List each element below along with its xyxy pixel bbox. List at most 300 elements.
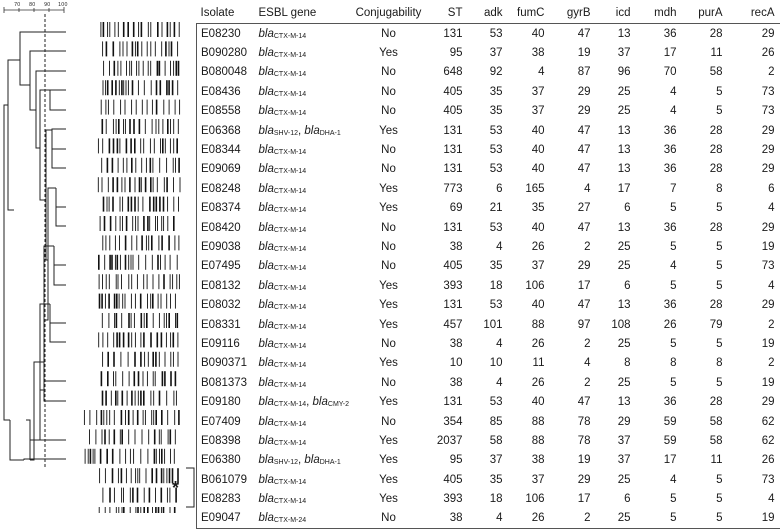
mdh-cell: 36 (637, 121, 683, 140)
mdh-cell: 4 (637, 102, 683, 121)
st-cell: 38 (431, 373, 469, 392)
conj-cell: No (347, 102, 431, 121)
header-isolate: Isolate (197, 2, 255, 24)
pura-cell: 58 (683, 63, 729, 82)
gyrb-cell: 47 (551, 121, 597, 140)
adk-cell: 10 (469, 354, 509, 373)
reca-cell: 26 (729, 451, 780, 470)
table-row (197, 373, 780, 392)
adk-cell: 4 (469, 509, 509, 529)
conj-cell: No (347, 218, 431, 237)
gyrb-cell: 17 (551, 276, 597, 295)
pura-cell: 58 (683, 431, 729, 450)
gene-variant: CTX-M-14 (274, 304, 306, 311)
esbl-gene-cell (255, 295, 347, 314)
gene-prefix: bla (313, 396, 328, 408)
isolate-cell: E08331 (197, 315, 255, 334)
mdh-cell: 36 (637, 140, 683, 159)
fumc-cell: 26 (509, 334, 551, 353)
gene-separator: , (306, 396, 312, 408)
mdh-cell: 5 (637, 373, 683, 392)
pura-cell: 8 (683, 354, 729, 373)
gyrb-cell: 2 (551, 334, 597, 353)
gene-variant: CTX-M-14 (274, 421, 306, 428)
isolate-cell: E08248 (197, 179, 255, 198)
gyrb-cell: 97 (551, 315, 597, 334)
pura-cell: 5 (683, 489, 729, 508)
icd-cell: 13 (597, 160, 637, 179)
gene-variant: DHA-1 (320, 459, 341, 466)
gene-variant: CTX-M-14 (274, 71, 306, 78)
gene-variant: CTX-M-14 (274, 479, 306, 486)
reca-cell: 2 (729, 354, 780, 373)
mdh-cell: 5 (637, 199, 683, 218)
header-gyrb: gyrB (551, 2, 597, 24)
table-row (197, 334, 780, 353)
gyrb-cell: 47 (551, 160, 597, 179)
esbl-gene-cell (255, 451, 347, 470)
gene-separator: , (298, 125, 304, 137)
table-body (197, 24, 780, 529)
table-row (197, 276, 780, 295)
esbl-gene-cell (255, 334, 347, 353)
esbl-gene-cell (255, 315, 347, 334)
isolate-cell: E09069 (197, 160, 255, 179)
reca-cell: 19 (729, 237, 780, 256)
gene-prefix: bla (259, 183, 274, 195)
gene-prefix: bla (259, 474, 274, 486)
reca-cell: 29 (729, 24, 780, 44)
table-row (197, 431, 780, 450)
gene-variant: CTX-M-14 (274, 343, 306, 350)
gyrb-cell: 78 (551, 412, 597, 431)
header-icd: icd (597, 2, 637, 24)
mdh-cell: 36 (637, 24, 683, 44)
reca-cell: 29 (729, 392, 780, 411)
esbl-gene-cell (255, 82, 347, 101)
reca-cell: 29 (729, 218, 780, 237)
adk-cell: 58 (469, 431, 509, 450)
gene-prefix: bla (304, 125, 319, 137)
reca-cell: 73 (729, 82, 780, 101)
st-cell: 131 (431, 160, 469, 179)
pura-cell: 28 (683, 121, 729, 140)
fumc-cell: 37 (509, 257, 551, 276)
gene-separator: , (298, 454, 304, 466)
esbl-gene-cell (255, 63, 347, 82)
isolate-cell: E08558 (197, 102, 255, 121)
fumc-cell: 88 (509, 315, 551, 334)
adk-cell: 53 (469, 160, 509, 179)
adk-cell: 53 (469, 24, 509, 44)
adk-cell: 18 (469, 276, 509, 295)
adk-cell: 4 (469, 237, 509, 256)
adk-cell: 85 (469, 412, 509, 431)
pura-cell: 5 (683, 237, 729, 256)
conj-cell: Yes (347, 451, 431, 470)
table-row (197, 140, 780, 159)
table-row (197, 24, 780, 44)
adk-cell: 53 (469, 392, 509, 411)
gene-variant: CTX-M-14 (274, 324, 306, 331)
mdh-cell: 7 (637, 179, 683, 198)
gyrb-cell: 17 (551, 489, 597, 508)
adk-cell: 35 (469, 257, 509, 276)
isolate-cell: E06380 (197, 451, 255, 470)
adk-cell: 4 (469, 334, 509, 353)
reca-cell: 19 (729, 373, 780, 392)
isolate-cell: E07495 (197, 257, 255, 276)
header-row (197, 2, 780, 24)
mdh-cell: 5 (637, 276, 683, 295)
mdh-cell: 5 (637, 489, 683, 508)
icd-cell: 25 (597, 237, 637, 256)
st-cell: 405 (431, 470, 469, 489)
table-row (197, 392, 780, 411)
fumc-cell: 165 (509, 179, 551, 198)
gyrb-cell: 47 (551, 392, 597, 411)
st-cell: 2037 (431, 431, 469, 450)
fumc-cell: 37 (509, 102, 551, 121)
esbl-gene-cell (255, 373, 347, 392)
mdh-cell: 59 (637, 431, 683, 450)
isolate-cell: E09038 (197, 237, 255, 256)
esbl-gene-cell (255, 392, 347, 411)
gene-prefix: bla (259, 357, 274, 369)
gene-variant: DHA-1 (320, 130, 341, 137)
esbl-gene-cell (255, 509, 347, 529)
icd-cell: 37 (597, 43, 637, 62)
svg-text:70: 70 (14, 2, 20, 8)
table-row (197, 489, 780, 508)
esbl-gene-cell (255, 276, 347, 295)
conj-cell: Yes (347, 354, 431, 373)
gene-variant: CTX-M-14 (274, 149, 306, 156)
st-cell: 131 (431, 140, 469, 159)
isolate-cell: E09047 (197, 509, 255, 529)
gene-prefix: bla (259, 260, 274, 272)
pura-cell: 28 (683, 392, 729, 411)
isolate-cell: E08398 (197, 431, 255, 450)
esbl-gene-cell (255, 199, 347, 218)
gene-variant: CTX-M-14 (274, 498, 306, 505)
gene-prefix: bla (259, 280, 274, 292)
table-row (197, 43, 780, 62)
header-fumc: fumC (509, 2, 551, 24)
pfge-band-patterns (84, 22, 180, 513)
fumc-cell: 26 (509, 373, 551, 392)
st-cell: 95 (431, 43, 469, 62)
conj-cell: No (347, 63, 431, 82)
gyrb-cell: 19 (551, 43, 597, 62)
adk-cell: 53 (469, 140, 509, 159)
pura-cell: 5 (683, 334, 729, 353)
icd-cell: 13 (597, 140, 637, 159)
gene-variant: CTX-M-24 (274, 517, 306, 524)
isolate-cell: E09180 (197, 392, 255, 411)
table-row (197, 102, 780, 121)
isolate-cell: E09116 (197, 334, 255, 353)
gene-prefix: bla (259, 299, 274, 311)
pura-cell: 5 (683, 470, 729, 489)
isolate-cell: E08420 (197, 218, 255, 237)
adk-cell: 53 (469, 295, 509, 314)
pura-cell: 5 (683, 373, 729, 392)
gene-variant: CTX-M-14 (274, 52, 306, 59)
reca-cell: 73 (729, 257, 780, 276)
table-row (197, 121, 780, 140)
st-cell: 38 (431, 334, 469, 353)
conj-cell: Yes (347, 43, 431, 62)
table-row (197, 295, 780, 314)
reca-cell: 62 (729, 412, 780, 431)
st-cell: 38 (431, 237, 469, 256)
conj-cell: Yes (347, 315, 431, 334)
isolate-cell: E06368 (197, 121, 255, 140)
gyrb-cell: 2 (551, 237, 597, 256)
mdh-cell: 36 (637, 160, 683, 179)
gene-prefix: bla (304, 454, 319, 466)
fumc-cell: 88 (509, 412, 551, 431)
icd-cell: 13 (597, 295, 637, 314)
reca-cell: 29 (729, 160, 780, 179)
st-cell: 131 (431, 295, 469, 314)
table-row (197, 354, 780, 373)
conj-cell: No (347, 160, 431, 179)
gene-prefix: bla (259, 454, 274, 466)
conj-cell: Yes (347, 276, 431, 295)
gene-prefix: bla (259, 416, 274, 428)
icd-cell: 17 (597, 179, 637, 198)
gyrb-cell: 87 (551, 63, 597, 82)
pura-cell: 28 (683, 24, 729, 44)
pura-cell: 11 (683, 43, 729, 62)
conj-cell: No (347, 509, 431, 529)
gene-prefix: bla (259, 105, 274, 117)
conj-cell: No (347, 24, 431, 44)
conj-cell: No (347, 412, 431, 431)
header-pura: purA (683, 2, 729, 24)
reca-cell: 4 (729, 489, 780, 508)
icd-cell: 29 (597, 412, 637, 431)
mdh-cell: 36 (637, 218, 683, 237)
gyrb-cell: 47 (551, 24, 597, 44)
icd-cell: 96 (597, 63, 637, 82)
st-cell: 131 (431, 121, 469, 140)
conj-cell: Yes (347, 392, 431, 411)
pura-cell: 28 (683, 218, 729, 237)
esbl-gene-cell (255, 354, 347, 373)
reca-cell: 29 (729, 140, 780, 159)
fumc-cell: 4 (509, 63, 551, 82)
adk-cell: 35 (469, 102, 509, 121)
icd-cell: 25 (597, 373, 637, 392)
mdh-cell: 70 (637, 63, 683, 82)
pura-cell: 5 (683, 257, 729, 276)
table-row (197, 257, 780, 276)
gyrb-cell: 29 (551, 102, 597, 121)
adk-cell: 101 (469, 315, 509, 334)
pura-cell: 5 (683, 82, 729, 101)
conj-cell: Yes (347, 295, 431, 314)
conj-cell: No (347, 140, 431, 159)
esbl-gene-cell (255, 102, 347, 121)
mdh-cell: 4 (637, 257, 683, 276)
table-row (197, 509, 780, 529)
fumc-cell: 88 (509, 431, 551, 450)
gene-variant: CTX-M-14 (274, 227, 306, 234)
fumc-cell: 37 (509, 470, 551, 489)
fumc-cell: 26 (509, 509, 551, 529)
icd-cell: 37 (597, 431, 637, 450)
icd-cell: 25 (597, 334, 637, 353)
st-cell: 393 (431, 276, 469, 295)
icd-cell: 6 (597, 276, 637, 295)
gene-prefix: bla (259, 319, 274, 331)
isolate-cell: E08283 (197, 489, 255, 508)
esbl-gene-cell (255, 179, 347, 198)
icd-cell: 6 (597, 489, 637, 508)
table-row (197, 160, 780, 179)
mdh-cell: 26 (637, 315, 683, 334)
table-row (197, 470, 780, 489)
gene-variant: CTX-M-14 (274, 265, 306, 272)
gyrb-cell: 47 (551, 218, 597, 237)
table-row (197, 237, 780, 256)
fumc-cell: 40 (509, 160, 551, 179)
conj-cell: Yes (347, 199, 431, 218)
gene-prefix: bla (259, 163, 274, 175)
gene-variant: CTX-M-14 (274, 91, 306, 98)
mdh-cell: 36 (637, 295, 683, 314)
mdh-cell: 5 (637, 334, 683, 353)
conj-cell: No (347, 334, 431, 353)
st-cell: 131 (431, 392, 469, 411)
header-esbl-gene: ESBL gene (255, 2, 347, 24)
conj-cell: Yes (347, 489, 431, 508)
icd-cell: 13 (597, 392, 637, 411)
svg-text:100: 100 (58, 2, 68, 8)
esbl-gene-cell (255, 160, 347, 179)
reca-cell: 73 (729, 102, 780, 121)
fumc-cell: 40 (509, 24, 551, 44)
reca-cell: 29 (729, 295, 780, 314)
icd-cell: 25 (597, 470, 637, 489)
mlst-table (196, 2, 780, 529)
header-st: ST (431, 2, 469, 24)
gene-prefix: bla (259, 47, 274, 59)
isolate-cell: E08132 (197, 276, 255, 295)
st-cell: 405 (431, 257, 469, 276)
isolate-cell: B061079 (197, 470, 255, 489)
gyrb-cell: 4 (551, 179, 597, 198)
dendrogram-tree (4, 32, 66, 460)
gene-prefix: bla (259, 241, 274, 253)
header-conjugability: Conjugability (347, 2, 431, 24)
gyrb-cell: 78 (551, 431, 597, 450)
gene-variant: CMY-2 (328, 401, 349, 408)
svg-text:90: 90 (44, 2, 50, 8)
fumc-cell: 38 (509, 451, 551, 470)
conj-cell: No (347, 257, 431, 276)
st-cell: 95 (431, 451, 469, 470)
mdh-cell: 17 (637, 451, 683, 470)
conj-cell: Yes (347, 470, 431, 489)
reca-cell: 73 (729, 470, 780, 489)
pura-cell: 11 (683, 451, 729, 470)
adk-cell: 37 (469, 43, 509, 62)
header-adk: adk (469, 2, 509, 24)
isolate-cell: B090371 (197, 354, 255, 373)
fumc-cell: 38 (509, 43, 551, 62)
reca-cell: 4 (729, 276, 780, 295)
adk-cell: 6 (469, 179, 509, 198)
mdh-cell: 59 (637, 412, 683, 431)
gene-prefix: bla (259, 222, 274, 234)
gene-variant: CTX-M-14 (274, 382, 306, 389)
pura-cell: 28 (683, 295, 729, 314)
gene-variant: CTX-M-14 (274, 440, 306, 447)
fumc-cell: 40 (509, 140, 551, 159)
st-cell: 38 (431, 509, 469, 529)
st-cell: 10 (431, 354, 469, 373)
st-cell: 354 (431, 412, 469, 431)
icd-cell: 6 (597, 199, 637, 218)
icd-cell: 8 (597, 354, 637, 373)
icd-cell: 25 (597, 82, 637, 101)
pfge-dendrogram (0, 0, 196, 513)
gene-prefix: bla (259, 377, 274, 389)
esbl-gene-cell (255, 470, 347, 489)
mdh-cell: 36 (637, 392, 683, 411)
fumc-cell: 40 (509, 121, 551, 140)
gene-prefix: bla (259, 512, 274, 524)
cluster-marker: * (172, 478, 179, 499)
adk-cell: 53 (469, 218, 509, 237)
adk-cell: 37 (469, 451, 509, 470)
mdh-cell: 5 (637, 509, 683, 529)
esbl-gene-cell (255, 237, 347, 256)
adk-cell: 21 (469, 199, 509, 218)
st-cell: 405 (431, 102, 469, 121)
gene-variant: CTX-M-14 (274, 188, 306, 195)
gene-prefix: bla (259, 493, 274, 505)
fumc-cell: 26 (509, 237, 551, 256)
st-cell: 131 (431, 218, 469, 237)
gene-variant: CTX-M-14 (274, 285, 306, 292)
gene-variant: CTX-M-14 (274, 33, 306, 40)
reca-cell: 19 (729, 334, 780, 353)
gene-prefix: bla (259, 435, 274, 447)
st-cell: 405 (431, 82, 469, 101)
fumc-cell: 11 (509, 354, 551, 373)
table-row (197, 218, 780, 237)
table-row (197, 199, 780, 218)
reca-cell: 2 (729, 315, 780, 334)
gene-prefix: bla (259, 66, 274, 78)
fumc-cell: 37 (509, 82, 551, 101)
mdh-cell: 5 (637, 237, 683, 256)
st-cell: 457 (431, 315, 469, 334)
adk-cell: 4 (469, 373, 509, 392)
esbl-gene-cell (255, 218, 347, 237)
isolate-cell: B080048 (197, 63, 255, 82)
gene-variant: CTX-M-14 (274, 168, 306, 175)
icd-cell: 25 (597, 509, 637, 529)
icd-cell: 25 (597, 102, 637, 121)
reca-cell: 29 (729, 121, 780, 140)
esbl-gene-cell (255, 257, 347, 276)
